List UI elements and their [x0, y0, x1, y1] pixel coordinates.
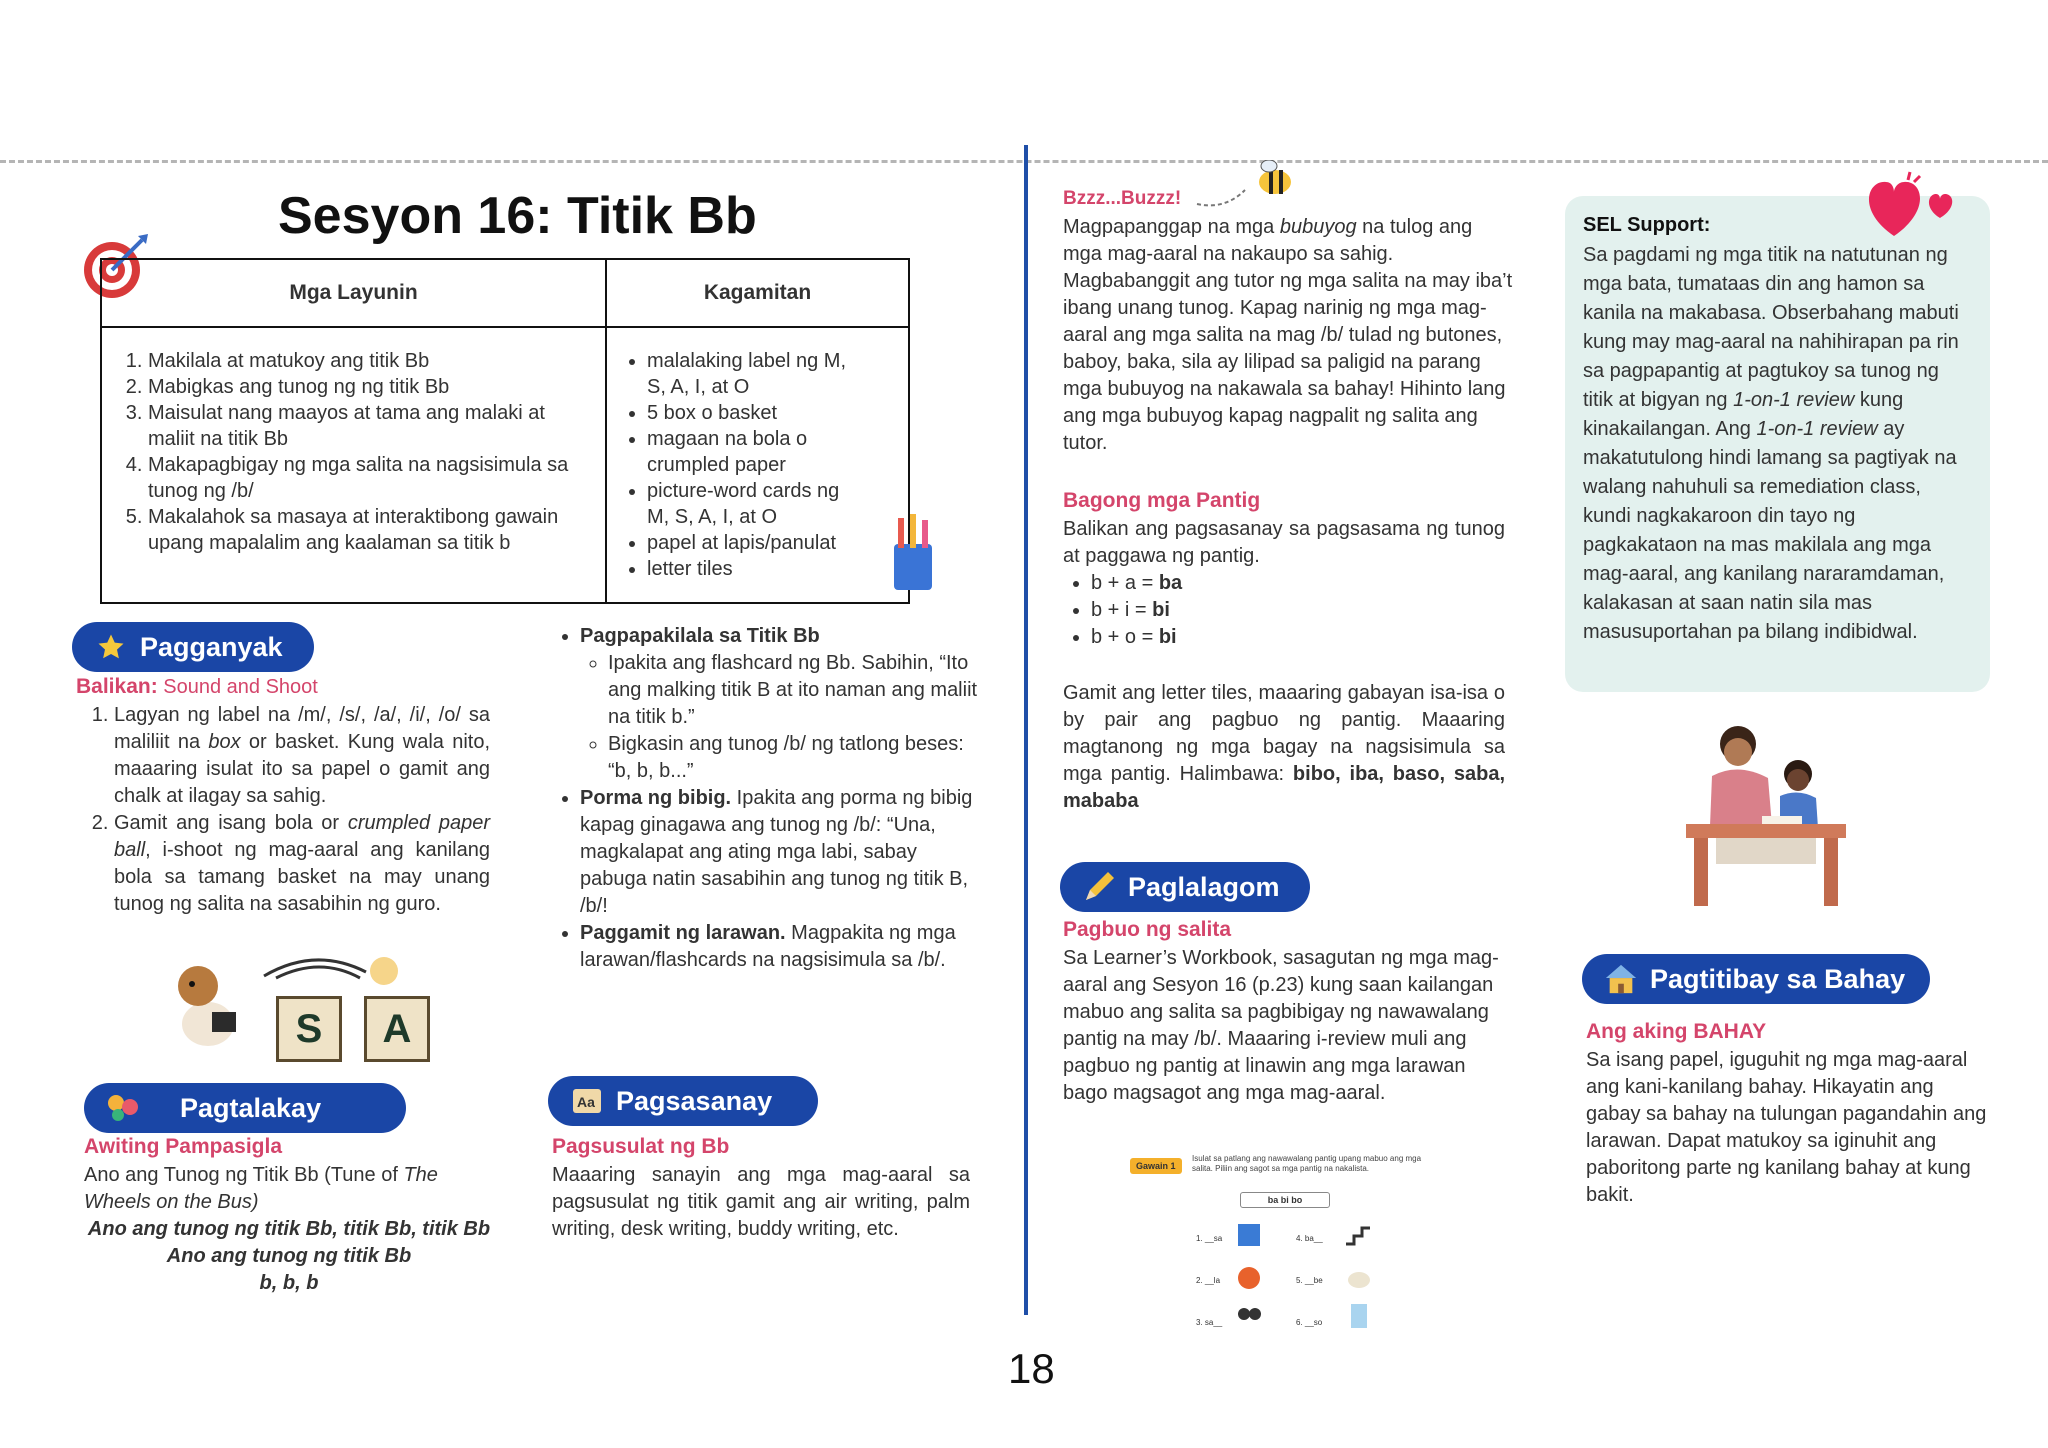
bee-icon [1195, 160, 1305, 210]
paglalagom-header: Paglalagom [1060, 862, 1310, 912]
sel-support-box [1565, 196, 1990, 692]
objective-item: 1. Makilala at matukoy ang titik Bb [148, 348, 593, 374]
book-icon [570, 1084, 604, 1118]
star-icon [94, 630, 128, 664]
objectives-table [100, 258, 910, 604]
page-title: Sesyon 16: Titik Bb [278, 187, 757, 245]
sel-heading: SEL Support: [1583, 214, 1711, 236]
objectives-cell [101, 327, 606, 603]
dog-icon [172, 960, 244, 1052]
workbook-pictures-icon [1344, 1220, 1374, 1334]
tutor-student-illustration [1676, 716, 1851, 906]
awiting-intro: Ano ang Tunog ng Titik Bb (Tune of The Wheels on the Bus) [84, 1164, 438, 1213]
sel-text: Sa pagdami ng mga titik na natutunan ng mga bata, tumataas din ang hamon sa kanila na makabasa. Obserbahang mabuti kung may mag-aaral na nahihirapan pa rin sa pagpapantig at pagtukoy sa tunog ng titik at bigyan ng 1-on-1 review kung kinakailangan. Ang 1-on-1 review ay makatutulong hindi lamang sa pagtiyak na walang nahuhuli sa remediation class, kundi nagkakaroon din tayo ng pagkakataon na mas makilala ang mga mag-aaral, ang kanilang nararamdaman, kalakasan at saan natin sila mas masusuportahan pa bilang indibidwal. [1583, 244, 1959, 643]
intro-sub-item: ◦ Ipakita ang flashcard ng Bb. Sabihin, “Ito ang malking titik B at ito naman ang maliit na titik b.” [608, 650, 982, 731]
porma-heading: Porma ng bibig. [580, 787, 732, 809]
bagong-heading: Bagong mga Pantig [1063, 489, 1261, 512]
workbook-item: 1. __sa [1196, 1234, 1223, 1243]
step-item: 1. Lagyan ng label na /m/, /s/, /a/, /i/, /o/ sa maliliit na box or basket. Kung wala nito, maaaring isulat ito sa papel o gamit ang chalk at ilagay sa sahig. [114, 702, 490, 810]
bagong-text2: Gamit ang letter tiles, maaaring gabayan isa-isa o by pair ang pagbuo ng pantig. Maaaring magtanong ng mga bagay na nagsisimula sa mga pantig. Halimbawa: bibo, iba, baso, saba, mababa [1063, 682, 1506, 812]
objective-item: 3. Maisulat nang maayos at tama ang malaki at maliit na titik Bb [148, 400, 593, 452]
letter-block: S [276, 996, 342, 1062]
material-item: • magaan na bola o crumpled paper [647, 426, 846, 478]
workbook-item: 6. __so [1296, 1318, 1323, 1327]
motion-lines-icon [260, 950, 370, 980]
material-item: • malalaking label ng M, S, A, I, at O [647, 348, 846, 400]
page-number: 18 [1008, 1345, 1055, 1392]
objective-item: 5. Makalahok sa masaya at interaktibong gawain upang mapalalim ang kaalaman sa titik b [148, 504, 593, 556]
song-lyrics: Ano ang tunog ng titik Bb, titik Bb, titik Bb Ano ang tunog ng titik Bb b, b, b [87, 1218, 491, 1294]
larawan-heading: Paggamit ng larawan. [580, 922, 786, 944]
material-item: • picture-word cards ng M, S, A, I, at O [647, 478, 846, 530]
hearts-icon [1862, 170, 1962, 242]
intro-heading: Pagpapakilala sa Titik Bb [580, 625, 820, 647]
workbook-item: 5. __be [1296, 1276, 1323, 1285]
center-rule [1024, 145, 1028, 1315]
paglalagom-text: Sa Learner’s Workbook, sasagutan ng mga mag-aaral ang Sesyon 16 (p.23) kung saan kailangan mabuo ang salita sa pagbibigay ng nawawalang pantig na may /b/. Maaaring i-review muli ang pagbuo ng pantig at linawin ang mga larawan bago magsagot ang mga mag-aaral. [1063, 947, 1499, 1104]
pagsasanay-text: Maaaring sanayin ang mga mag-aaral sa pagsusulat ng titik gamit ang air writing, palm writing, desk writing, buddy writing, etc. [552, 1164, 970, 1240]
pencil-cup-icon [888, 512, 938, 592]
pagsasanay-header: Aa Pagsasanay [548, 1076, 818, 1126]
workbook-thumbnail [1130, 1150, 1460, 1340]
pagtitibay-text: Sa isang papel, iguguhit ng mga mag-aaral ang kani-kanilang bahay. Hikayatin ang gabay sa bahay na tulungan pagandahin ang larawan. Dapat matukoy sa iginuhit ang paboritong parte ng kanilang bahay at kung bakit. [1586, 1049, 1987, 1206]
bzzz-text: Magpapanggap na mga bubuyog na tulog ang mga mag-aaral na nakaupo sa sahig. Magbabanggit ang tutor ng mga salita na may iba’t ibang unang tunog. Kapag narinig ng mga mag-aaral ang mga salita na mag /b/ tulad ng butones, baboy, baka, sila ay lilipad sa paligid na parang mga bubuyog na nakawala sa bahay! Hihinto lang ang mga bubuyog kapag nagpalit ng salita ang tutor. [1063, 216, 1513, 454]
chat-bubbles-icon [106, 1091, 140, 1125]
paper-ball-icon [368, 955, 400, 987]
objective-item: 4. Makapagbigay ng mga salita na nagsisimula sa tunog ng /b/ [148, 452, 593, 504]
bagong-text: Balikan ang pagsasanay sa pagsasama ng tunog at paggawa ng pantig. [1063, 518, 1505, 567]
pencil-icon [1082, 870, 1116, 904]
pagsusulat-title: Pagsusulat ng Bb [552, 1135, 730, 1158]
intro-sub-item: ◦ Bigkasin ang tunog /b/ ng tatlong beses: “b, b, b...” [608, 731, 982, 785]
material-item: • 5 box o basket [647, 400, 846, 426]
intro-section: • Pagpapakilala sa Titik Bb ◦ Ipakita ang flashcard ng Bb. Sabihin, “Ito ang malking titik B at ito naman ang maliit na titik b.” ◦ Bigkasin ang tunog /b/ ng tatlong beses: “b, b, b...” • Porma ng bibig. Ipakita ang porma ng bibig kapag ginagawa ang tunog ng /b/: “Una, magkalapat ang ating mga labi, sabay pabuga natin sasabihin ang tunog ng titik B, /b/! • Paggamit ng larawan. Magpakita ng mga larawan/flashcards na nagsisimula sa /b/. [552, 623, 982, 974]
workbook-item: 3. sa__ [1196, 1318, 1223, 1327]
pantig-item: • b + i = bi [1091, 597, 1505, 624]
materials-cell [606, 327, 909, 603]
workbook-instruction: Isulat sa patlang ang nawawalang pantig upang mabuo ang mga salita. Piliin ang sagot sa mga pantig na nakalista. [1192, 1154, 1422, 1173]
workbook-item: 4. ba__ [1296, 1234, 1323, 1243]
pantig-item: • b + o = bi [1091, 624, 1505, 651]
bahay-heading: Ang aking BAHAY [1586, 1020, 1767, 1043]
bzzz-heading: Bzzz...Buzzz! [1063, 188, 1182, 209]
pagtitibay-header: Pagtitibay sa Bahay [1582, 954, 1930, 1004]
house-icon [1604, 962, 1638, 996]
material-item: • papel at lapis/panulat [647, 530, 846, 556]
col-header-layunin: Mga Layunin [101, 259, 606, 327]
awiting-title: Awiting Pampasigla [84, 1135, 282, 1158]
gawain-badge: Gawain 1 [1130, 1158, 1182, 1174]
letter-block: A [364, 996, 430, 1062]
syllable-choices: ba bi bo [1240, 1192, 1330, 1208]
objective-item: 2. Mabigkas ang tunog ng ng titik Bb [148, 374, 593, 400]
pagtalakay-header: Pagtalakay [84, 1083, 406, 1133]
pagganyak-steps [80, 702, 490, 918]
pantig-list [1063, 570, 1505, 651]
pagbuo-heading: Pagbuo ng salita [1063, 918, 1232, 941]
balikan-line: Balikan: Sound and Shoot [76, 675, 318, 698]
pantig-item: • b + a = ba [1091, 570, 1505, 597]
col-header-kagamitan: Kagamitan [606, 259, 909, 327]
step-item: 2. Gamit ang isang bola or crumpled paper ball, i-shoot ng mag-aaral ang kanilang bola sa tamang basket na may unang tunog ng salita na sasabihin ng guro. [114, 810, 490, 918]
pagganyak-header: Pagganyak [72, 622, 314, 672]
material-item: • letter tiles [647, 556, 846, 582]
svg-text:Aa: Aa [577, 1094, 595, 1110]
workbook-pictures-icon [1234, 1222, 1264, 1334]
workbook-item: 2. __la [1196, 1276, 1221, 1285]
